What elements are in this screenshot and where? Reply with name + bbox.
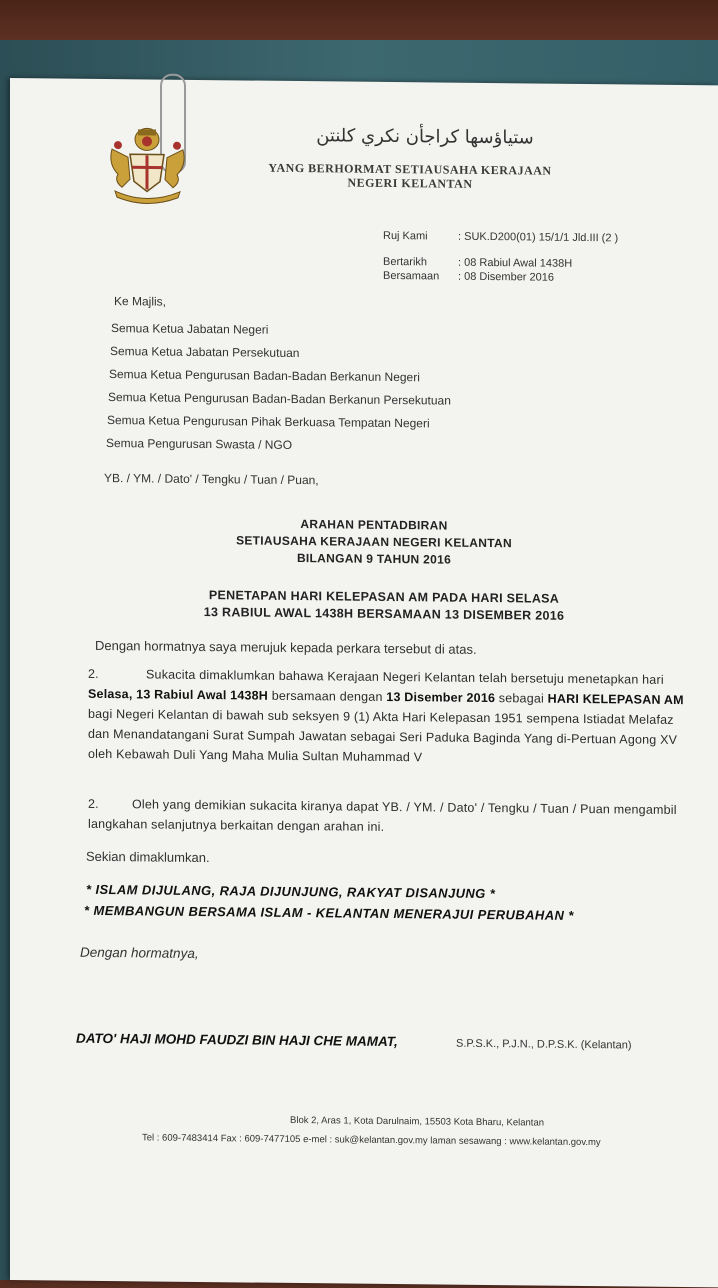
recipient-item: Semua Ketua Jabatan Persekutuan (110, 344, 299, 360)
directive-heading-line2: SETIAUSAHA KERAJAAN NEGERI KELANTAN (20, 531, 718, 552)
ref-value: : SUK.D200(01) 15/1/1 Jld.III (2 ) (458, 231, 618, 245)
directive-heading-line1: ARAHAN PENTADBIRAN (20, 514, 718, 535)
footer-contact: Tel : 609-7483414 Fax : 609-7477105 e-mel : suk@kelantan.gov.my laman sesawang : www.kelantan.gov.my (142, 1132, 601, 1148)
recipients-intro: Ke Majlis, (114, 294, 166, 309)
state-crest-icon (100, 119, 195, 205)
letter-page (10, 78, 718, 1287)
recipient-item: Semua Ketua Jabatan Negeri (111, 321, 268, 337)
letterhead-office-name (230, 160, 590, 192)
recipient-item: Semua Ketua Pengurusan Badan-Badan Berkanun Negeri (109, 367, 420, 384)
ref-label: Ruj Kami (383, 230, 428, 242)
paragraph-3: 2. Oleh yang demikian sukacita kiranya dapat YB. / YM. / Dato' / Tengku / Tuan / Puan mengambil langkahan selanjutnya berkaitan dengan arahan ini. (88, 794, 703, 840)
letterhead-jawi-title: ستياؤسها كراجأن نكري كلنتن (265, 125, 585, 149)
recipient-item: Semua Pengurusan Swasta / NGO (106, 436, 292, 452)
recipient-item: Semua Ketua Pengurusan Badan-Badan Berkanun Persekutuan (108, 390, 451, 408)
paragraph-2-number: 2. (88, 664, 146, 685)
letterhead-office-line1: YANG BERHORMAT SETIAUSAHA KERAJAAN (230, 160, 590, 178)
date-label: Bertarikh (383, 256, 427, 268)
opening-sentence: Dengan hormatnya saya merujuk kepada perkara tersebut di atas. (95, 638, 477, 657)
subject-line1: PENETAPAN HARI KELEPASAN AM PADA HARI SELASA (30, 586, 718, 607)
salutation: YB. / YM. / Dato' / Tengku / Tuan / Puan, (104, 471, 319, 487)
paragraph-2: 2. Sukacita dimaklumkan bahawa Kerajaan Negeri Kelantan telah bersetuju menetapkan hari Selasa, 13 Rabiul Awal 1438H bersamaan dengan 13 Disember 2016 sebagai HARI KELEPASAN AM bagi Negeri Kelantan di bawah sub seksyen 9 (1) Akta Hari Kelepasan 1951 sempena Istiadat Melafaz dan Menandatangani Surat Sumpah Jawatan sebagai Seri Paduka Baginda Yang di-Pertuan Agong XV oleh Kebawah Duli Yang Maha Mulia Sultan Muhammad V (88, 664, 698, 770)
subject-line2: 13 RABIUL AWAL 1438H BERSAMAAN 13 DISEMBER 2016 (30, 603, 718, 624)
paragraph-3-number: 2. (88, 794, 132, 814)
letterhead-office-line2: NEGERI KELANTAN (230, 174, 590, 192)
date-equivalent-value: : 08 Disember 2016 (458, 271, 554, 284)
date-value: : 08 Rabiul Awal 1438H (458, 257, 572, 270)
signatory-titles: S.P.S.K., P.J.N., D.P.S.K. (Kelantan) (456, 1038, 631, 1052)
date-equivalent-label: Bersamaan (383, 270, 439, 283)
motto-line2: * MEMBANGUN BERSAMA ISLAM - KELANTAN MENERAJUI PERUBAHAN * (84, 903, 574, 923)
footer-address: Blok 2, Aras 1, Kota Darulnaim, 15503 Kota Bharu, Kelantan (290, 1115, 544, 1129)
directive-heading-line3: BILANGAN 9 TAHUN 2016 (20, 548, 718, 569)
motto-line1: * ISLAM DIJULANG, RAJA DIJUNJUNG, RAKYAT DISANJUNG * (86, 882, 495, 901)
signatory-name: DATO' HAJI MOHD FAUDZI BIN HAJI CHE MAMAT, (76, 1031, 398, 1049)
signoff-greeting: Dengan hormatnya, (80, 945, 199, 961)
closing-sentence: Sekian dimaklumkan. (86, 849, 210, 865)
recipient-item: Semua Ketua Pengurusan Pihak Berkuasa Tempatan Negeri (107, 413, 430, 430)
